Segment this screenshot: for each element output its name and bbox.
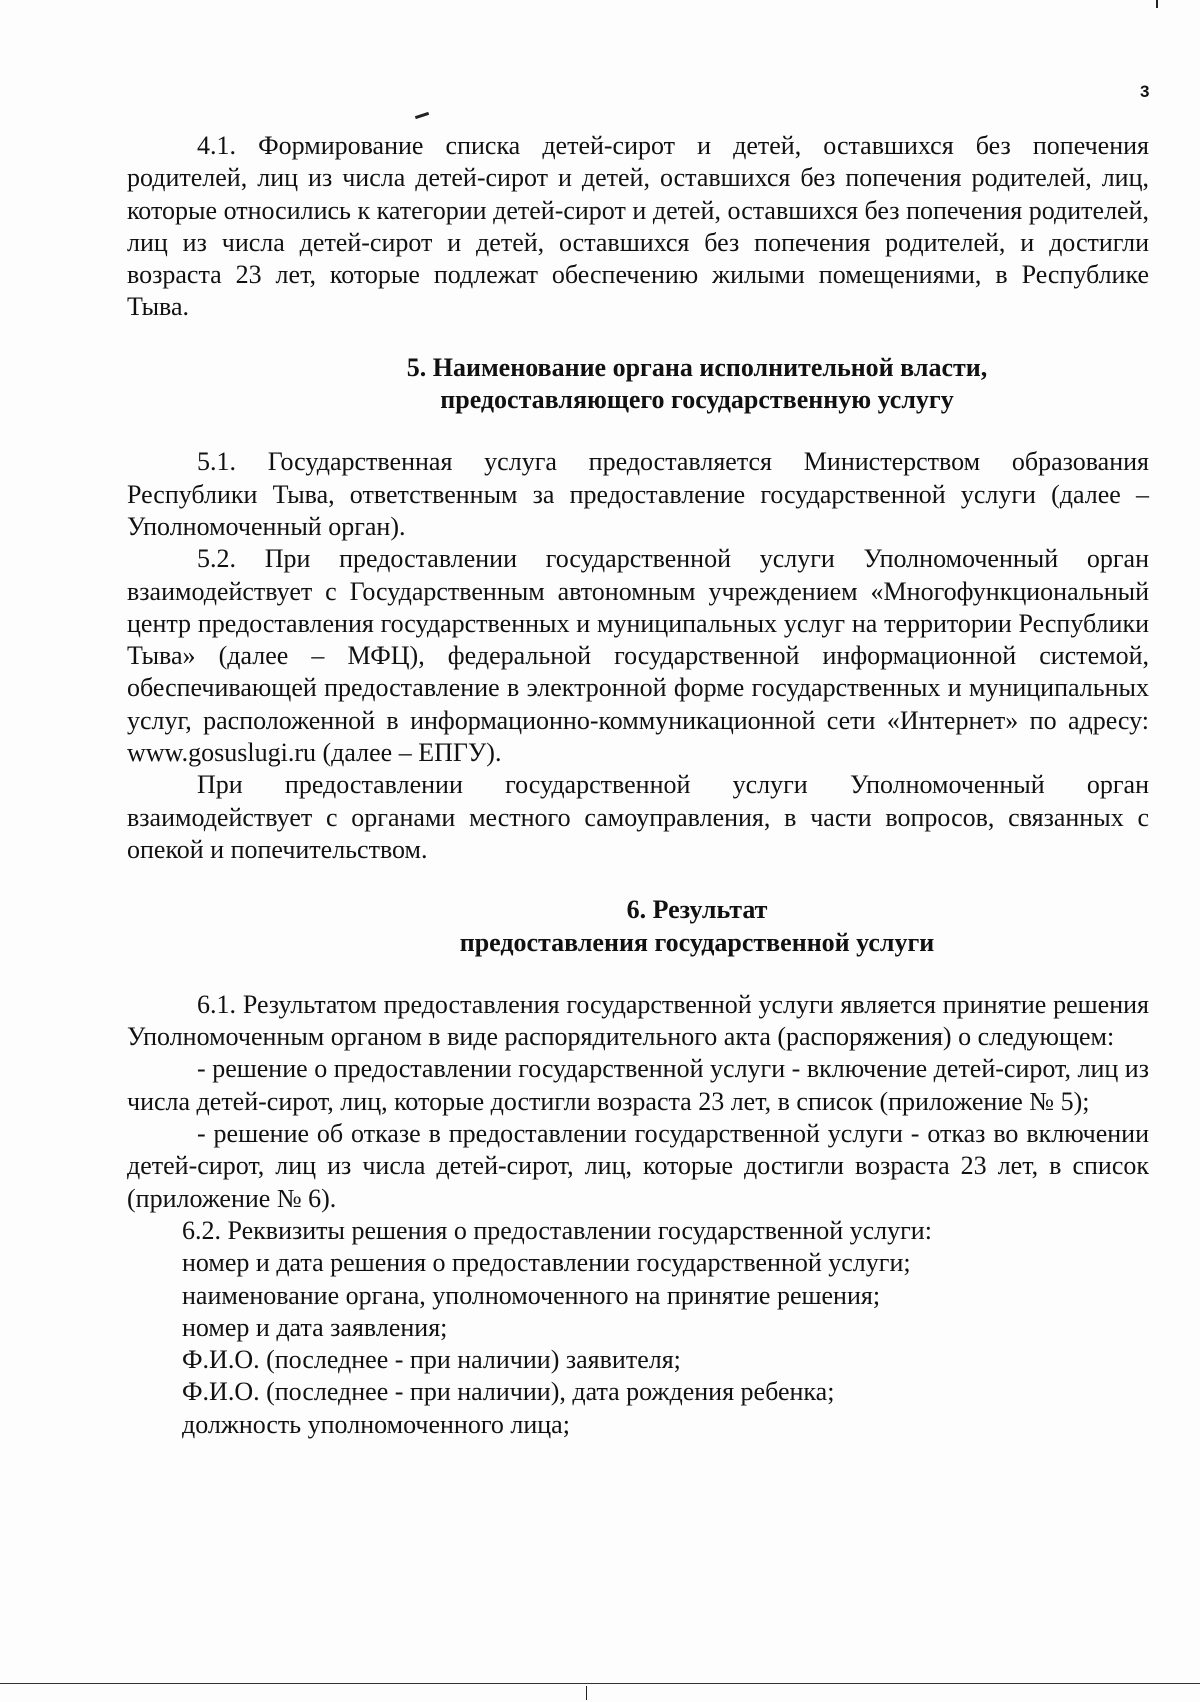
- section-6-heading-line2: предоставления государственной услуги: [459, 927, 935, 957]
- section-5-heading-line1: 5. Наименование органа исполнительной власти,: [406, 352, 988, 382]
- scan-artifact-bottom: [586, 1686, 587, 1700]
- scan-artifact-right-top: [1156, 0, 1158, 8]
- requisite-line: номер и дата заявления;: [182, 1312, 448, 1342]
- requisite-line: Ф.И.О. (последнее - при наличии) заявителя;: [182, 1345, 681, 1375]
- requisite-line: номер и дата решения о предоставлении государственной услуги;: [182, 1248, 911, 1278]
- requisite-line: должность уполномоченного лица;: [182, 1409, 570, 1439]
- paragraph-4-1: 4.1. Формирование списка детей-сирот и детей, оставшихся без попечения родителей, лиц из числа детей-сирот и детей, оставшихся без попечения родителей, лиц, которые относились к категории детей-сирот и детей, оставшихся без попечения родителей, лиц из числа детей-сирот и детей, оставшихся без попечения родителей, и достигли возраста 23 лет, которые подлежат обеспечению жилыми помещениями, в Республике Тыва.: [127, 131, 1149, 322]
- section-5-heading-line2: предоставляющего государственную услугу: [440, 385, 954, 415]
- paragraph-6-1: 6.1. Результатом предоставления государственной услуги является принятие решения Уполномоченным органом в виде распорядительного акта (распоряжения) о следующем:: [127, 989, 1149, 1052]
- page-number: 3: [1140, 82, 1150, 101]
- section-6-heading-line1: 6. Результат: [626, 895, 768, 925]
- requisite-line: наименование органа, уполномоченного на принятие решения;: [182, 1280, 881, 1310]
- paragraph-6-1-item-grant: - решение о предоставлении государственной услуги - включение детей-сирот, лиц из числа детей-сирот, лиц, которые достигли возраста 23 лет, в список (приложение № 5);: [127, 1054, 1149, 1116]
- paragraph-5-3: При предоставлении государственной услуги Уполномоченный орган взаимодействует с органами местного самоуправления, в части вопросов, связанных с опекой и попечительством.: [127, 770, 1149, 864]
- scan-artifact-top: [415, 112, 429, 119]
- paragraph-6-1-item-refusal: - решение об отказе в предоставлении государственной услуги - отказ во включении детей-сирот, лиц из числа детей-сирот, лиц, которые достигли возраста 23 лет, в список (приложение № 6).: [127, 1119, 1149, 1213]
- paragraph-5-2: 5.2. При предоставлении государственной услуги Уполномоченный орган взаимодействует с Государственным автономным учреждением «Многофункциональный центр предоставления государственных и муниципальных услуг на территории Республики Тыва» (далее – МФЦ), федеральной государственной информационной системой, обеспечивающей предоставление в электронной форме государственных и муниципальных услуг, расположенной в информационно-коммуникационной сети «Интернет» по адресу: www.gosuslugi.ru (далее – ЕПГУ).: [127, 544, 1149, 768]
- document-body: [127, 130, 1149, 1441]
- requisite-line: 6.2. Реквизиты решения о предоставлении государственной услуги:: [182, 1215, 932, 1245]
- scan-bottom-edge: [0, 1683, 1200, 1684]
- paragraph-5-1: 5.1. Государственная услуга предоставляется Министерством образования Республики Тыва, ответственным за предоставление государственной услуги (далее – Уполномоченный орган).: [127, 447, 1149, 541]
- requisite-line: Ф.И.О. (последнее - при наличии), дата рождения ребенка;: [182, 1377, 835, 1407]
